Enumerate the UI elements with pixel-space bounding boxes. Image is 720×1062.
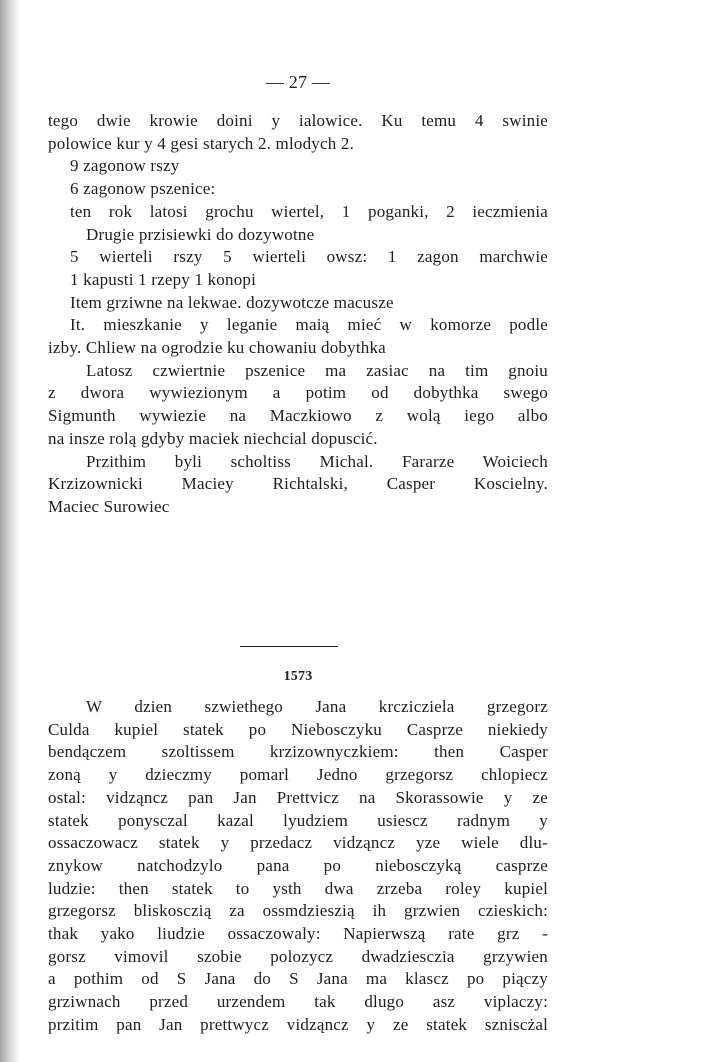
text-line: grzegorsz bliskosczią za ossmdzieszią ih grzwien czieskich: (48, 901, 548, 921)
document-page (48, 70, 548, 1034)
section-divider (48, 626, 548, 666)
text-line: grziwnach przed urzendem tak dlugo asz viplaczy: (48, 992, 548, 1012)
text-line: 6 zagonow pszenice: (70, 179, 216, 199)
entry-body (48, 696, 548, 1037)
text-line: bendączem szoltissem krzizownyczkiem: then Casper (48, 742, 548, 762)
text-line: gorsz vimovil szobie polozycz dwadziesczia grzywien (48, 946, 548, 966)
text-line: Item grziwne na lekwae. dozywotcze macusze (70, 292, 394, 312)
text-line: Drugie przisiewki do dozywotne (86, 224, 315, 244)
page-number: — 27 — (265, 72, 331, 92)
text-line: Sigmunth wywiezie na Maczkiowo z wolą iego albo (48, 406, 548, 426)
text-line: zoną y dzieczmy pomarl Jedno grzegorsz chlopiecz (48, 765, 548, 785)
text-line: Przithim byli scholtiss Michal. Fararze Woiciech (86, 451, 548, 471)
text-line: a pothim od S Jana do S Jana ma klascz po piączy (48, 969, 548, 989)
text-line: Maciec Surowiec (48, 496, 170, 516)
text-line: W dzien szwiethego Jana krczicziela grzegorz (86, 697, 548, 716)
text-line: Latosz czwiertnie pszenice ma zasiac na tim gnoiu (86, 360, 548, 380)
divider-rule (240, 646, 338, 647)
text-line: ludzie: then statek to ysth dwa zrzeba roley kupiel (48, 878, 548, 898)
text-line: ten rok latosi grochu wiertel, 1 poganki, 2 ieczmienia (70, 201, 548, 221)
text-line: thak yako liudzie ossaczowaly: Napierwszą rate grz - (48, 924, 548, 944)
entry-1573 (48, 626, 548, 1037)
text-line: 9 zagonow rszy (70, 156, 180, 176)
text-line: ossaczowacz statek y przedacz vidząncz yze wiele dlu- (48, 833, 548, 853)
text-line: tego dwie krowie doini y ialowice. Ku temu 4 swinie (48, 111, 548, 130)
text-line: na insze rolą gdyby maciek niechcial dopuscić. (48, 428, 378, 448)
text-line: przitim pan Jan prettwycz vidząncz y ze statek szniscżal (48, 1014, 548, 1034)
text-line: Krzizownicki Maciey Richtalski, Casper Koscielny. (48, 474, 548, 494)
text-line: 1 kapusti 1 rzepy 1 konopi (70, 269, 257, 289)
text-line: ostal: vidząncz pan Jan Prettvicz na Skorassowie y ze (48, 787, 548, 807)
text-line: It. mieszkanie y leganie maią mieć w komorze podle (70, 315, 548, 335)
text-line: z dwora wywiezionym a potim od dobythka swego (48, 383, 548, 403)
book-spine-edge (0, 0, 20, 1062)
text-line: znykow natchodzylo pana po niebosczyką casprze (48, 855, 548, 875)
text-line: izby. Chliew na ogrodzie ku chowaniu dobythka (48, 338, 386, 358)
text-line: polowice kur y 4 gesi starych 2. mlodych 2. (48, 133, 355, 153)
text-line: 5 wierteli rszy 5 wierteli owsz: 1 zagon marchwie (70, 247, 548, 267)
year-heading: 1573 (283, 669, 313, 684)
text-line: Culda kupiel statek po Niebosczyku Casprze niekiedy (48, 719, 548, 739)
text-line: statek ponysczal kazal lyudziem usiescz radnym y (48, 810, 548, 830)
entry-section (48, 110, 548, 519)
